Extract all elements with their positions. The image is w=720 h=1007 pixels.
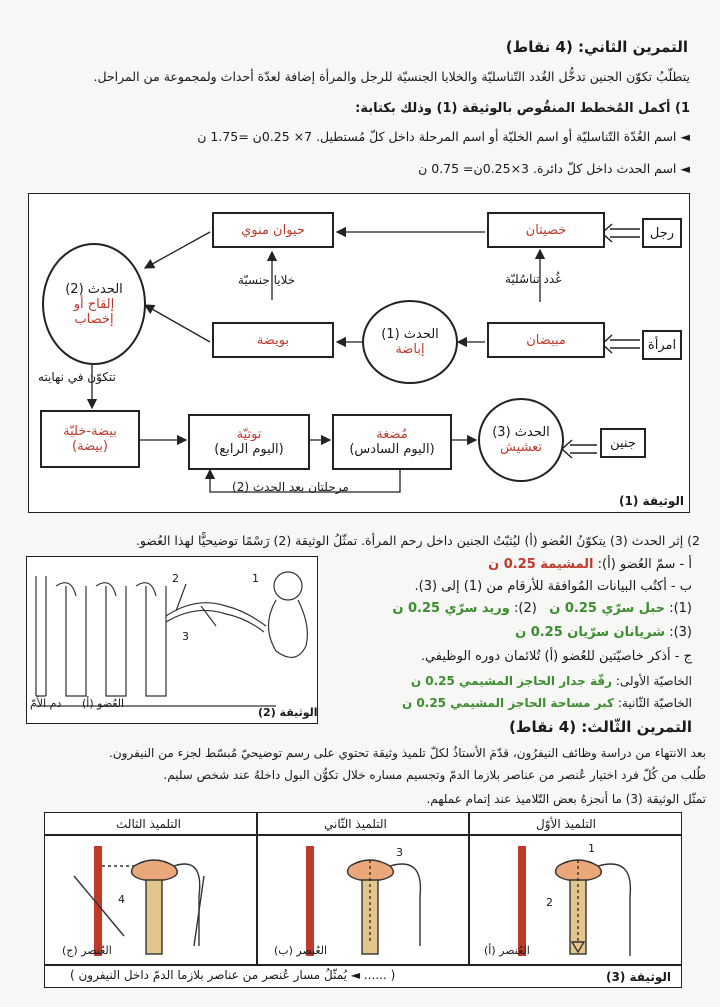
exercise2-title: التمرين الثاني: (4 نقاط)	[505, 38, 688, 56]
box-morula	[188, 414, 310, 470]
box-woman	[642, 330, 682, 360]
element-b-label: العُنصر (ب)	[274, 944, 328, 957]
student3-header: التلميذ الثالث	[116, 817, 181, 831]
man-label: رجل	[649, 225, 675, 241]
student2-header: التلميذ الثّاني	[324, 817, 387, 831]
event2-title: الحدث (2)	[65, 281, 123, 297]
event1-name: إباضة	[395, 342, 425, 357]
forms-at-end-label: تتكوّن في نهايته	[38, 370, 116, 384]
sperm-label: حيوان منوي	[241, 222, 305, 238]
q2-b1-answer: حبل سرّي 0.25 ن	[549, 601, 666, 616]
doc3-legend: ( ...... ◄ يُمثّلُ مسار عُنصر من عناصر بلازما الدمّ داخل النيفرون )	[70, 968, 396, 982]
box-zygote	[40, 410, 140, 468]
box-mass	[332, 414, 452, 470]
circle-event1	[362, 300, 458, 384]
footer-line	[44, 964, 682, 966]
element-c-label: العُنصر (ج)	[62, 944, 112, 957]
exercise3-p2: طُلب من كُلّ فرد اختيار عُنصر من عناصر بلازما الدمّ وتجسيم مساره خلال تكوُّن البول داخلهُ عند شخص سليم.	[163, 768, 706, 782]
q2-c2-answer: كبر مساحة الحاجز المشيمي 0.25 ن	[402, 696, 615, 710]
q2-a-label: أ - سمّ العُضو (أ):	[597, 557, 692, 572]
doc3-num-2: 2	[546, 896, 553, 909]
question1: 1) أكمل المُخطط المنقُوص بالوثيقة (1) وذلك بكتابة:	[355, 101, 690, 116]
bullet1-text: اسم الغُدّة التّناسليّة أو اسم الخليّة أو اسم المرحلة داخل كلّ مُستطيل. 7× 0.25ن =1.75 ن	[197, 129, 677, 144]
sex-cells-label: خلايا جنسيّة	[238, 273, 296, 287]
q2-b3-answer: شريانان سرّيان 0.25 ن	[515, 625, 666, 640]
document1-caption: الوثيقة (1)	[619, 494, 684, 508]
woman-label: امرأة	[647, 337, 677, 353]
q2-b2-answer: وريد سرّي 0.25 ن	[392, 601, 510, 616]
question1-bullet2: ◄ اسم الحدث داخل كلّ دائرة. 3×0.25ن= 0.75 ن	[418, 161, 690, 176]
document3-caption: الوثيقة (3)	[606, 970, 671, 984]
box-ovum	[212, 322, 334, 358]
document2-caption: الوثيقة (2)	[258, 706, 318, 719]
box-embryo	[600, 428, 646, 458]
q2-part-b: ب - أكتُب البيانات المُوافقة للأرقام من (1) إلى (3).	[414, 579, 692, 594]
fig2-num-3: 3	[182, 630, 189, 643]
box-sperm	[212, 212, 334, 248]
q2-b3-prefix: (3):	[669, 625, 692, 640]
event3-title: الحدث (3)	[492, 425, 550, 440]
circle-event2	[42, 243, 146, 365]
box-man	[642, 218, 682, 248]
q2-b-answers-12	[322, 600, 692, 618]
q2-c2-prefix: الخاصيّة الثّانية:	[617, 696, 692, 710]
ovaries-label: مبيضان	[526, 332, 566, 348]
box-ovaries	[487, 322, 605, 358]
event1-title: الحدث (1)	[381, 327, 439, 342]
gonads-label: غُدد تناسُليّة	[505, 272, 562, 286]
event3-name: تعشيش	[500, 440, 542, 455]
q2-b-answer-3	[322, 624, 692, 642]
q2-a-answer: المشيمة 0.25 ن	[488, 557, 594, 572]
mass-day: (اليوم السادس)	[349, 442, 435, 457]
question1-bullet1: ◄ اسم الغُدّة التّناسليّة أو اسم الخليّة أو اسم المرحلة داخل كلّ مُستطيل. 7× 0.25ن =1.75 ن	[197, 129, 690, 144]
q2-part-a	[322, 556, 692, 574]
exercise3-title: التمرين الثّالث: (4 نقاط)	[509, 718, 692, 736]
q2-c-property2	[322, 694, 692, 712]
exercise2-intro: يتطلّبُ تكوّن الجنين تدخُّل الغُدد التّناسليّة والخلايا الجنسيّة للرجل والمرأة إضافة لعدّة أحداث ولمجموعة من المراحل.	[93, 69, 690, 84]
question2-intro: 2) إثر الحدث (3) يتكوّنُ العُضو (أ) ليُثبّتُ الجنين داخل رحم المرأة. تمثّلُ الوثيقة (2) رَسْمًا توضيحيًّا لهذا العُضو.	[135, 533, 700, 548]
element-a-label: العُنصر (أ)	[484, 944, 530, 957]
exercise3-p1: بعد الانتهاء من دراسة وظائف النيفرُون، قدّمَ الأستاذُ لكلّ تلميذ وثيقة تحتوي على رسم توضيحيّ مُبسّط لجزء من النيفرون.	[109, 746, 706, 760]
bullet2-text: اسم الحدث داخل كلّ دائرة. 3×0.25ن= 0.75 ن	[418, 161, 677, 176]
fig2-organ-label: العُضو (أ)	[82, 697, 125, 710]
stages-note: مرحلتان بعد الحدث (2)	[232, 480, 349, 494]
q2-part-c: ج - أذكر خاصيّتين للعُضو (أ) تُلائمان دوره الوظيفي.	[420, 649, 692, 664]
event2-name: إلقاح أو إخصاب	[73, 296, 115, 327]
doc3-num-3: 3	[396, 846, 403, 859]
morula-label: توتيّة	[236, 427, 262, 442]
ovum-label: بويضة	[256, 332, 290, 348]
testes-label: خصيتان	[525, 222, 567, 238]
doc3-num-4: 4	[118, 893, 125, 906]
q2-b1-prefix: (1):	[669, 601, 692, 616]
fig2-num-2: 2	[172, 572, 179, 585]
zygote-label: بيضة-خليّة (بيضة)	[63, 424, 117, 454]
q2-b2-prefix: (2):	[514, 601, 537, 616]
fig2-blood-label: دم الأمّ	[30, 697, 62, 710]
doc3-num-1: 1	[588, 842, 595, 855]
circle-event3	[478, 398, 564, 482]
q2-c1-answer: رقّة جدار الحاجز المشيمي 0.25 ن	[410, 674, 613, 688]
box-testes	[487, 212, 605, 248]
student1-header: التلميذ الأوّل	[536, 817, 596, 831]
q2-c1-prefix: الخاصيّة الأولى:	[615, 674, 692, 688]
q2-c-property1	[322, 672, 692, 690]
nephron-drawings	[44, 836, 682, 964]
embryo-label: جنين	[610, 435, 636, 451]
morula-day: (اليوم الرابع)	[214, 442, 284, 457]
mass-label: مُضغة	[376, 427, 408, 442]
exercise3-p3: تمثّل الوثيقة (3) ما أنجزهُ بعض التّلاميذ عند إتمام عملهم.	[426, 792, 706, 806]
fig2-num-1: 1	[252, 572, 259, 585]
